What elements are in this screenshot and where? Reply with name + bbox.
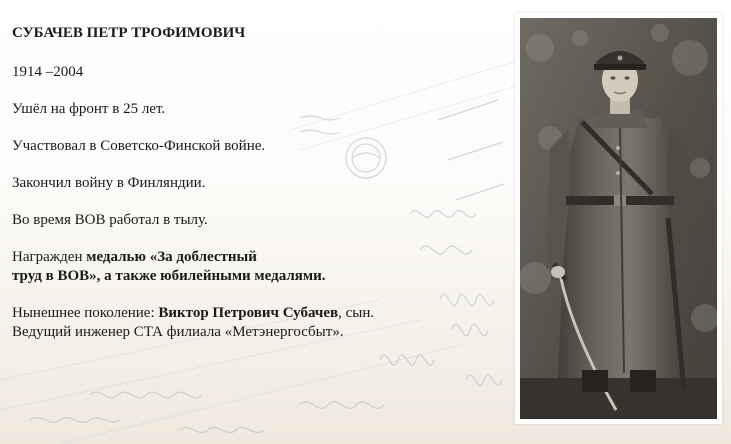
war-line: Участвовал в Советско-Финской войне.	[12, 138, 266, 154]
awards-bold-line1: медалью «За доблестный	[86, 249, 257, 265]
generation-paragraph	[12, 304, 512, 342]
soldier-portrait-image	[520, 18, 717, 419]
finish-line: Закончил войну в Финляндии.	[12, 175, 206, 191]
awards-prefix: Награжден	[12, 249, 87, 265]
person-name: СУБАЧЕВ ПЕТР ТРОФИМОВИЧ	[12, 25, 246, 41]
descendant-job: Ведущий инженер СТА филиала «Метэнергосбыт».	[12, 324, 344, 340]
generation-prefix: Нынешнее поколение:	[12, 305, 159, 321]
life-years: 1914 –2004	[12, 64, 84, 80]
generation-suffix: , сын.	[338, 305, 375, 321]
soldier-portrait-photo	[520, 18, 717, 419]
front-age-line: Ушёл на фронт в 25 лет.	[12, 101, 166, 117]
photo-frame	[515, 13, 722, 424]
wwii-line: Во время ВОВ работал в тылу.	[12, 212, 208, 228]
biography-text	[12, 24, 512, 342]
descendant-name: Виктор Петрович Субачев	[158, 305, 339, 321]
awards-bold-line2: труд в ВОВ», а также юбилейными медалями.	[12, 268, 326, 284]
awards-paragraph	[12, 248, 512, 286]
